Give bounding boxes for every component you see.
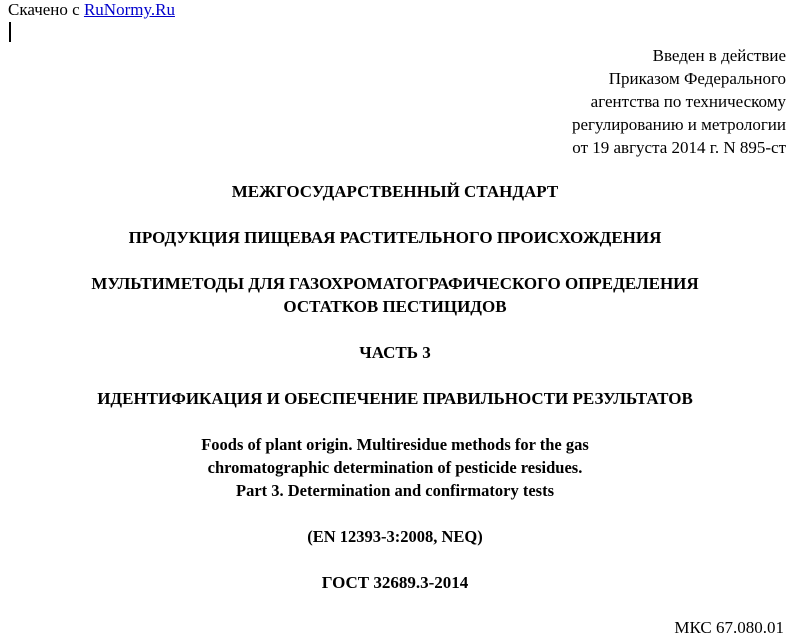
multimethods-line-2: ОСТАТКОВ ПЕСТИЦИДОВ xyxy=(283,297,507,316)
enactment-line-3: агентства по техническому xyxy=(590,92,786,111)
en-reference: (EN 12393-3:2008, NEQ) xyxy=(307,527,483,546)
mks-code: МКС 67.080.01 xyxy=(674,618,784,637)
text-cursor xyxy=(9,22,11,42)
gost-number: ГОСТ 32689.3-2014 xyxy=(321,573,469,592)
english-title-line-3: Part 3. Determination and confirmatory tests xyxy=(235,481,554,500)
enactment-line-1: Введен в действие xyxy=(652,46,786,65)
multimethods-heading xyxy=(0,272,790,318)
enactment-line-2: Приказом Федерального xyxy=(608,69,786,88)
download-source-line xyxy=(8,0,175,20)
product-heading: ПРОДУКЦИЯ ПИЩЕВАЯ РАСТИТЕЛЬНОГО ПРОИСХОЖДЕНИЯ xyxy=(128,228,662,247)
english-title-line-1: Foods of plant origin. Multiresidue methods for the gas xyxy=(201,435,589,454)
interstate-standard-heading: МЕЖГОСУДАРСТВЕННЫЙ СТАНДАРТ xyxy=(231,182,559,201)
multimethods-line-1: МУЛЬТИМЕТОДЫ ДЛЯ ГАЗОХРОМАТОГРАФИЧЕСКОГО ОПРЕДЕЛЕНИЯ xyxy=(91,274,699,293)
enactment-line-4: регулированию и метрологии xyxy=(571,115,786,134)
download-prefix: Скачено с xyxy=(8,0,84,19)
english-title xyxy=(0,433,790,502)
runormy-link[interactable]: RuNormy.Ru xyxy=(83,0,175,19)
enactment-note xyxy=(572,44,786,159)
english-title-line-2: chromatographic determination of pesticide residues. xyxy=(207,458,583,477)
enactment-line-5: от 19 августа 2014 г. N 895-ст xyxy=(572,138,786,157)
part-heading: ЧАСТЬ 3 xyxy=(359,343,431,362)
identification-heading: ИДЕНТИФИКАЦИЯ И ОБЕСПЕЧЕНИЕ ПРАВИЛЬНОСТИ РЕЗУЛЬТАТОВ xyxy=(97,389,693,408)
